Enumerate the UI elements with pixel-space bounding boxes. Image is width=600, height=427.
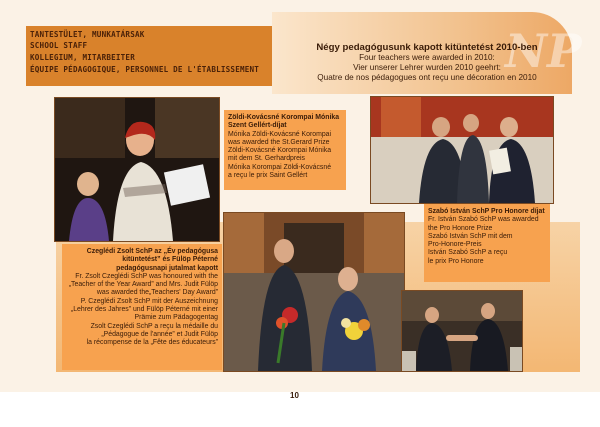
caption-zoldi-line: Zöldi-Kovácsné Korompai Mónika xyxy=(228,147,332,155)
caption-zoldi-line: mit dem St. Gerhardpreis xyxy=(228,155,305,163)
caption-zoldi-title-1: Zöldi-Kovácsné Korompai Mónika xyxy=(228,114,340,121)
caption-szabo-line: István Szabó SchP a reçu xyxy=(428,249,508,257)
caption-czegledi-title-2: kitüntetést” és Fülöp Péterné xyxy=(122,256,218,264)
article-title: Négy pedagógusunk kapott kitüntetést 2010-ben xyxy=(316,42,538,53)
caption-czegledi-line: la récompense de la „Fête des éducateurs” xyxy=(86,339,218,347)
caption-czegledi-line: „Pédagogue de l'année” et Judit Fülöp xyxy=(101,330,218,338)
caption-czegledi-line: Fr. Zsolt Czeglédi SchP was honoured with the xyxy=(75,272,218,280)
caption-czegledi-line: „Lehrer des Jahres” und Fülöp Péterné mit einer xyxy=(70,306,218,314)
photo-award-handshake-desk xyxy=(370,96,554,204)
photo-award-handshake-hall xyxy=(401,290,523,372)
caption-szabo-line: Fr. István Szabó SchP was awarded xyxy=(428,216,539,224)
section-header-line-hu: TANTESTÜLET, MUNKATÁRSAK xyxy=(30,30,145,39)
caption-czegledi-line: Prämie zum Pädagogentag xyxy=(134,314,218,322)
caption-czegledi-line: was awarded the„Teachers' Day Award” xyxy=(96,289,218,297)
logo-watermark: NP xyxy=(505,24,582,78)
article-subtitle-en: Four teachers were awarded in 2010: xyxy=(359,53,495,62)
caption-czegledi-line: P. Czeglédi Zsolt SchP mit der Auszeichnung xyxy=(80,297,218,305)
photo-award-handshake-desk-image xyxy=(371,97,553,203)
caption-szabo-line: Szabó István SchP mit dem xyxy=(428,232,513,240)
caption-czegledi-line: „Teacher of the Year Award” and Mrs. Judit Fülöp xyxy=(68,281,218,289)
caption-czegledi-title-1: Czeglédi Zsolt SchP az „Év pedagógusa xyxy=(86,248,218,255)
section-header-line-en: SCHOOL STAFF xyxy=(30,41,88,50)
article-subtitle-fr: Quatre de nos pédagogues ont reçu une décoration en 2010 xyxy=(317,73,537,82)
section-header-line-fr: ÉQUIPE PÉDAGOGIQUE, PERSONNEL DE L'ÉTABLISSEMENT xyxy=(30,65,260,74)
article-subtitle-de: Vier unserer Lehrer wurden 2010 geehrt: xyxy=(353,63,501,72)
caption-czegledi xyxy=(62,244,222,370)
photo-award-handshake-hall-image xyxy=(402,291,522,371)
caption-zoldi-line: was awarded the St.Gerard Prize xyxy=(228,138,330,146)
caption-czegledi-title-3: pedagógusnapi jutalmat kapott xyxy=(116,264,218,272)
caption-czegledi-line: Zsolt Czeglédi SchP a reçu la médaille du xyxy=(90,322,218,330)
caption-zoldi-line: Mónika Korompai Zöldi-Kovácsné xyxy=(228,163,332,171)
caption-zoldi-line: Mónika Zöldi-Kovácsné Korompai xyxy=(228,130,332,138)
caption-zoldi-title-2: Szent Gellért-díjat xyxy=(228,122,287,130)
caption-zoldi-line: a reçu le prix Saint Gellért xyxy=(228,172,308,180)
photo-teacher-with-girl-image xyxy=(55,98,219,241)
caption-szabo-line: the Pro Honore Prize xyxy=(428,224,493,232)
caption-szabo-line: le prix Pro Honore xyxy=(428,257,484,265)
photo-two-teachers-flowers-image xyxy=(224,213,404,371)
caption-szabo-title: Szabó István SchP Pro Honore díjat xyxy=(428,208,545,215)
caption-zoldi xyxy=(224,110,346,190)
article-heading xyxy=(282,42,572,83)
page-number: 10 xyxy=(290,391,299,400)
photo-teacher-with-girl xyxy=(54,97,220,242)
section-header-line-de: KOLLEGIUM, MITARBEITER xyxy=(30,53,135,62)
caption-szabo xyxy=(424,204,550,282)
caption-szabo-line: Pro-Honore-Preis xyxy=(428,241,482,249)
photo-two-teachers-flowers xyxy=(223,212,405,372)
